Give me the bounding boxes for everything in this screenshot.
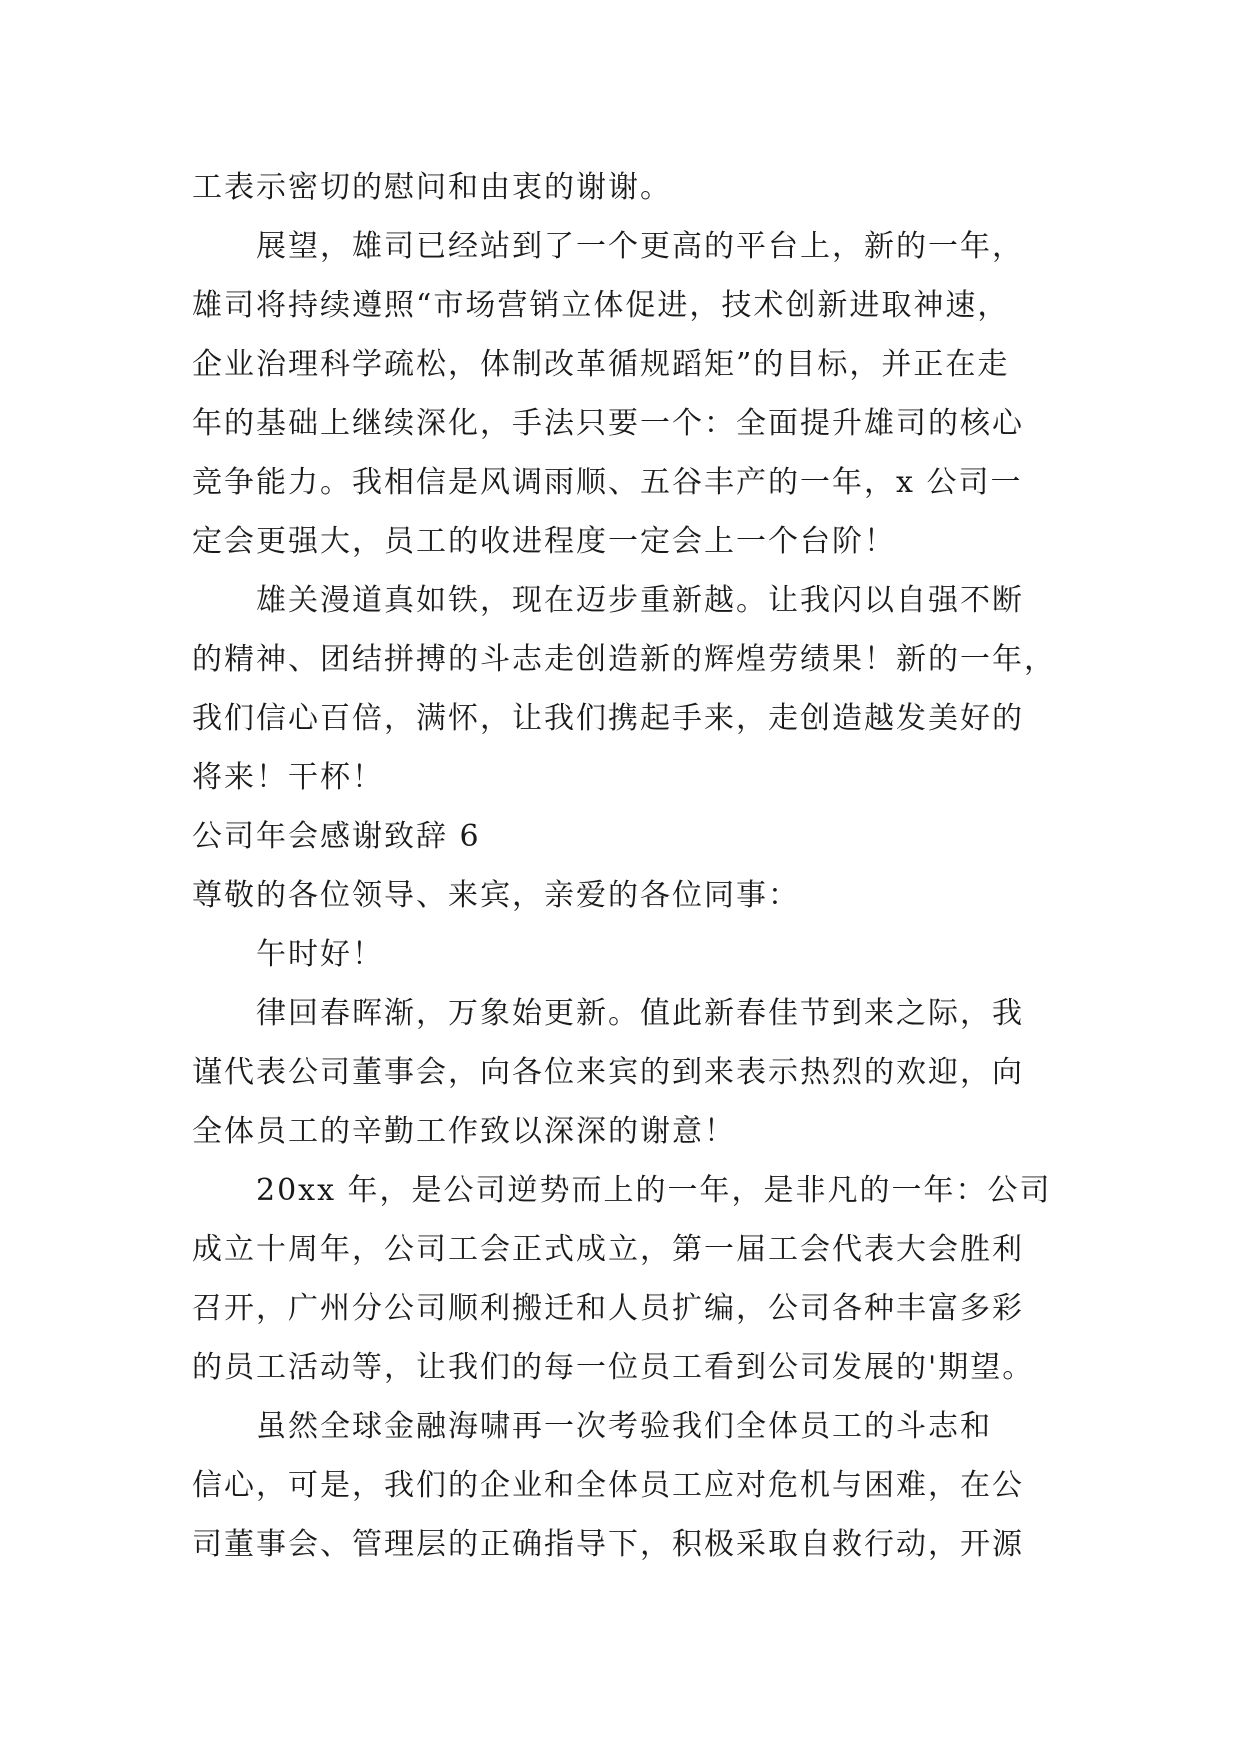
text-line: 成立十周年，公司工会正式成立，第一届工会代表大会胜利: [192, 1232, 1024, 1267]
text-line: 雄司将持续遵照“市场营销立体促进，技术创新进取神速，: [192, 288, 1010, 323]
salutation: 尊敬的各位领导、来宾，亲爱的各位同事：: [192, 878, 800, 913]
text-line: 谨代表公司董事会，向各位来宾的到来表示热烈的欢迎，向: [192, 1055, 1024, 1090]
text-line: 我们信心百倍，满怀，让我们携起手来，走创造越发美好的: [192, 701, 1024, 736]
text-line: 的精神、团结拼搏的斗志走创造新的辉煌劳绩果！新的一年，: [192, 642, 1056, 677]
text-line: 定会更强大，员工的收进程度一定会上一个台阶！: [192, 524, 896, 559]
text-line: 工表示密切的慰问和由衷的谢谢。: [192, 170, 672, 205]
document-body: [192, 158, 1072, 1574]
text-line: 展望，雄司已经站到了一个更高的平台上，新的一年，: [256, 229, 1024, 264]
text-line: 竞争能力。我相信是风调雨顺、五谷丰产的一年，x 公司一: [192, 465, 1023, 500]
text-line: 信心，可是，我们的企业和全体员工应对危机与困难，在公: [192, 1468, 1024, 1503]
text-line: 20xx 年，是公司逆势而上的一年，是非凡的一年：公司: [256, 1173, 1052, 1208]
text-line: 雄关漫道真如铁，现在迈步重新越。让我闪以自强不断: [256, 583, 1024, 618]
text-line: 全体员工的辛勤工作致以深深的谢意！: [192, 1114, 736, 1149]
text-line: 企业治理科学疏松，体制改革循规蹈矩”的目标，并正在走: [192, 347, 1010, 382]
greeting: 午时好！: [256, 937, 384, 972]
text-line: 召开，广州分公司顺利搬迁和人员扩编，公司各种丰富多彩: [192, 1291, 1024, 1326]
text-line: 将来！干杯！: [192, 760, 384, 795]
text-line: 律回春晖渐，万象始更新。值此新春佳节到来之际，我: [256, 996, 1024, 1031]
text-line: 的员工活动等，让我们的每一位员工看到公司发展的'期望。: [192, 1350, 1035, 1385]
section-heading: 公司年会感谢致辞 6: [192, 819, 481, 854]
text-line: 年的基础上继续深化，手法只要一个：全面提升雄司的核心: [192, 406, 1024, 441]
text-line: 虽然全球金融海啸再一次考验我们全体员工的斗志和: [256, 1409, 992, 1444]
text-line: 司董事会、管理层的正确指导下，积极采取自救行动，开源: [192, 1527, 1024, 1562]
